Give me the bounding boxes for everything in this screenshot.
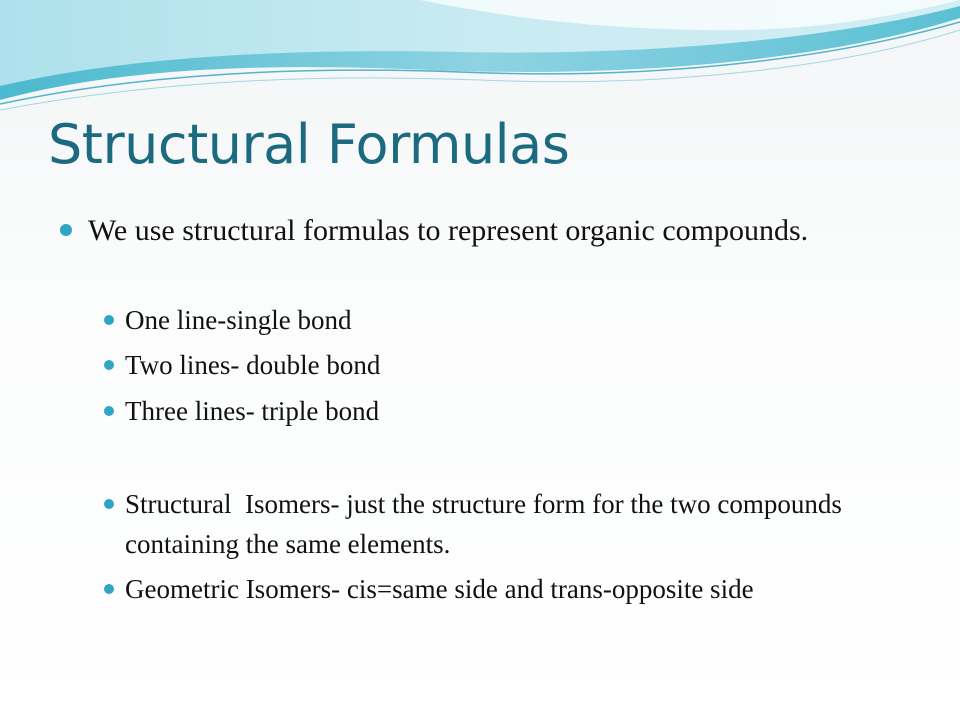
bullet-dot	[104, 406, 114, 416]
bullet-level2-item: Two lines- double bond	[125, 350, 381, 380]
bullet-dot	[104, 499, 114, 509]
bullet-dot	[60, 224, 72, 236]
header-wave-decoration	[0, 0, 960, 120]
bullet-level2-item: Structural Isomers- just the structure form for the two compounds containing the same elements.	[125, 489, 849, 559]
bullet-level2-item: Geometric Isomers- cis=same side and trans-opposite side	[125, 574, 754, 604]
bullet-level1-item: We use structural formulas to represent organic compounds.	[88, 214, 809, 247]
bullet-dot	[104, 584, 114, 594]
bullet-level2-item: One line-single bond	[125, 305, 352, 335]
bullet-level2-item: Three lines- triple bond	[125, 396, 380, 426]
slide-title: Structural Formulas	[48, 113, 570, 176]
bullet-dot	[104, 315, 114, 325]
bullet-dot	[104, 360, 114, 370]
